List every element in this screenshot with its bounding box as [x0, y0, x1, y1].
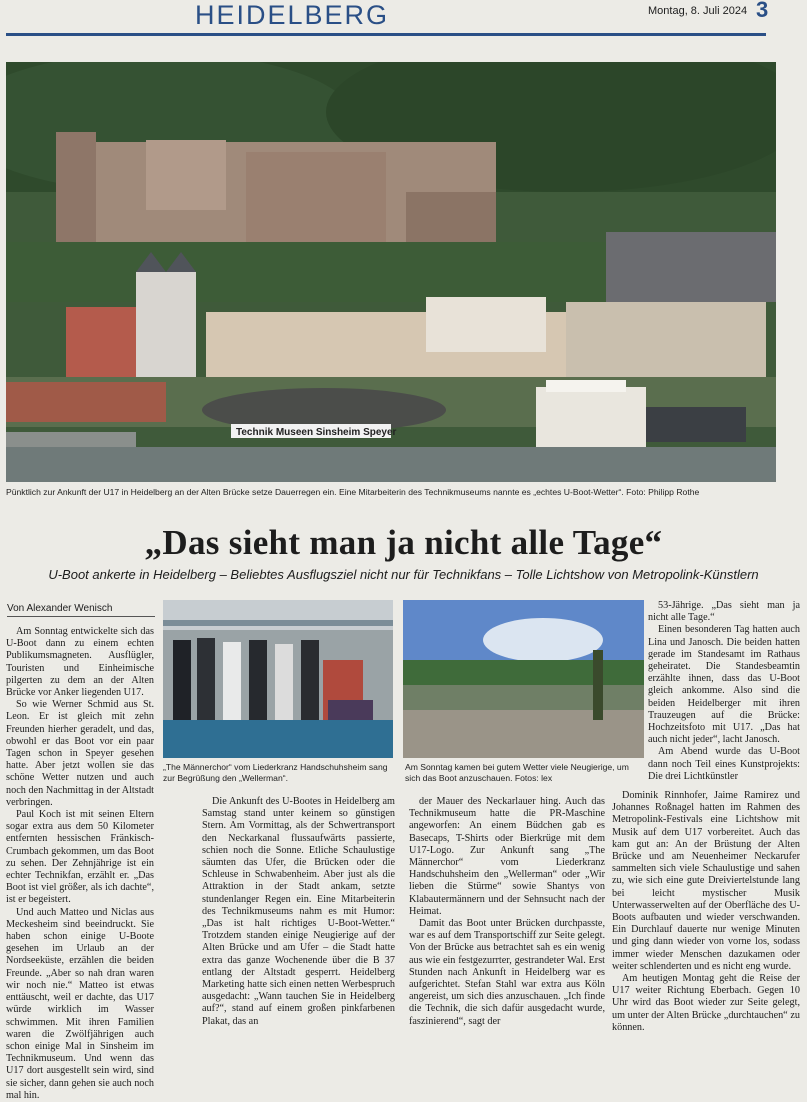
byline: Von Alexander Wenisch — [7, 603, 113, 614]
masthead-rule — [6, 33, 766, 36]
paragraph: Einen besonderen Tag hatten auch Lina und Janosch. Die beiden hatten gerade im Standesamt im Rathaus geheiratet. Die Standesbeamtin erzählte ihnen, dass das U-Boot gleich ankomme. Also sind die beiden Heidelberger mit ihren Trauzeugen auf die Brücke: Hochzeitsfoto mit U17. „Das hat auch nicht jeder“, lacht Janosch. — [648, 624, 800, 746]
paragraph: Am Abend wurde das U-Boot dann noch Teil eines Kunstprojekts: Die drei Lichtkünstler — [648, 746, 800, 782]
paragraph: 53-Jährige. „Das sieht man ja nicht alle Tage.“ — [648, 600, 800, 624]
main-photo-castle-submarine — [6, 62, 776, 482]
paragraph: der Mauer des Neckarlauer hing. Auch das Technikmuseum hatte die PR-Maschine angeworfen: An einem Büdchen gab es Basecaps, T-Shirts oder Bierkrüge mit dem U17-Logo. Zur Ankunft sang „The Männerchor“ vom Liederkranz Handschuhsheim den „Wellerman“ oder „Wir lieben die Stürme“ sowie Shantys von Klabautermännern und der Sehnsucht nach der Heimat. — [409, 796, 605, 917]
crowd-photo-caption: Am Sonntag kamen bei gutem Wetter viele Neugierige, um sich das Boot anzuschauen. Fotos: lex — [405, 762, 629, 783]
paragraph: Am Sonntag entwickelte sich das U-Boot dann zu einem echten Publikumsmagneten. Ausflügler, Touristen und Einheimische pilgerten zu dem an der Alten Brücke vor Anker liegenden U17. — [6, 626, 154, 699]
article-column-4-top — [648, 600, 800, 783]
crowd-photo-illustration — [403, 600, 644, 758]
paragraph: Am heutigen Montag geht die Reise der U17 weiter Richtung Eberbach. Gegen 10 Uhr wird das Boot wieder zur Seite gelegt, um unter der Alten Brücke „durchtauchen“ zu können. — [612, 973, 800, 1033]
main-photo-illustration — [6, 62, 776, 482]
page-number: 3 — [756, 0, 769, 22]
paragraph: Die Ankunft des U-Bootes in Heidelberg am Samstag stand unter keinem so günstigen Stern. Am Vormittag, als der Schwertransport den Neckarkanal flussaufwärts passierte, schien noch die Sonne. Etliche Schaulustige säumten das Ufer, die Brücken oder die Schleuse in Schwabenheim. Aber just als die Attraktion in der Stadt ankam, setzte stundenlanger Regen ein. Eine Mitarbeiterin des Technikmuseums nahm es mit Humor: „Das ist halt richtiges U-Boot-Wetter.“ Trotzdem standen einige Neugierige auf der Alten Brücke und am Ufer – die Stadt hatte extra das ganze Wochenende über die B 37 entlang der Altstadt gesperrt. Heidelberg Marketing hatte sich einen netten Werbespruch ausgedacht: „Wann tauchen Sie in Heidelberg auf?“, stand auf einem großen pinkfarbenen Plakat, das an — [202, 796, 395, 1027]
paragraph: So wie Werner Schmid aus St. Leon. Er ist gleich mit zehn Freunden hierher geradelt, und das, obwohl er das Boot vor ein paar Tagen schon in Speyer gesehen hatte. Aber jetzt wollen sie das schöne Wetter nutzen und auch noch den Nachmittag in der Altstadt verbringen. — [6, 699, 154, 808]
subheadline: U-Boot ankerte in Heidelberg – Beliebtes Ausflugsziel nicht nur für Technikfans – Tolle Lichtshow von Metropolink-Künstlern — [48, 567, 759, 582]
paragraph: Und auch Matteo und Niclas aus Meckesheim sind beeindruckt. Sie haben schon einige U-Boote gesehen im Urlaub an der Nordseeküste, erzählen die beiden Freunde. „Aber so nah dran waren wir noch nie.“ Matteo ist etwas enttäuscht, weil er dachte, das U17 würde wirklich im Wasser schwimmen. Mit ihren Familien waren die Zwölfjährigen auch schon einige Mal in Sinsheim im Technikmuseum. Und wenn das U17 dort ausgestellt sein wird, sind sie sicher, dann gehen sie auch noch mal hin. — [6, 906, 154, 1101]
paragraph: Dominik Rinnhofer, Jaime Ramirez und Johannes Roßnagel hatten im Rahmen des Metropolink-Festivals eine Lichtshow mit Musik auf dem U17 vorbereitet. Auch das kam gut an: An der Brüstung der Alten Brücke und am Neuenheimer Neckarufer sammelten sich viele Schaulustige und sahen zu, wie sich eine gute Dreiviertelstunde lang bei leicht mystischer Musik Unterwasserwelten auf der Oberfläche des U-Boots aufbauten und wieder verschwanden. Ein Durchlauf dauerte nur wenige Minuten und ging dann wieder von vorne los, sodass immer wieder Menschen dazukamen oder weiter schlenderten und es nicht eng wurde. — [612, 790, 800, 972]
paragraph: Damit das Boot unter Brücken durchpasste, war es auf dem Transportschiff zur Seite gelegt. Von der Brücke aus betrachtet sah es ein wenig aus wie ein festgezurrter, gestrandeter Wal. Erst Stunden nach Ankunft in Heidelberg war es aufgerichtet. Stefan Stahl war extra aus Köln angereist, um sich dies anzuschauen. „Ich finde die Technik, die sich dafür ausgedacht wurde, faszinierend“, sagt der — [409, 918, 605, 1027]
article-column-3 — [409, 796, 605, 1028]
paragraph: Paul Koch ist mit seinen Eltern sogar extra aus dem 50 Kilometer entfernten hessischen Fränkisch-Crumbach gekommen, um das Boot zu sehen. Der Zehnjährige ist ein echter Technikfan, erzählt er. „Das Boot ist viel größer, als ich dachte“, ist er begeistert. — [6, 809, 154, 906]
section-title: HEIDELBERG — [195, 0, 390, 30]
issue-date: Montag, 8. Juli 2024 — [648, 5, 748, 17]
main-photo-caption: Pünktlich zur Ankunft der U17 in Heidelberg an der Alten Brücke setze Dauerregen ein. Eine Mitarbeiterin des Technikmuseums nannte es „echtes U-Boot-Wetter“. Foto: Philipp Rothe — [6, 487, 700, 497]
crowd-photo — [403, 600, 644, 758]
museum-banner: Technik Museen Sinsheim Speyer — [236, 427, 397, 438]
choir-photo-illustration — [163, 600, 393, 758]
article-column-1 — [6, 626, 154, 1102]
choir-photo — [163, 600, 393, 758]
choir-photo-caption: „The Männerchor“ vom Liederkranz Handschuhsheim sang zur Begrüßung den „Wellerman“. — [163, 762, 388, 783]
headline: „Das sieht man ja nicht alle Tage“ — [144, 523, 663, 562]
article-column-2 — [202, 796, 395, 1028]
article-column-4-bottom — [612, 790, 800, 1034]
byline-rule — [7, 616, 155, 617]
masthead — [0, 0, 807, 40]
